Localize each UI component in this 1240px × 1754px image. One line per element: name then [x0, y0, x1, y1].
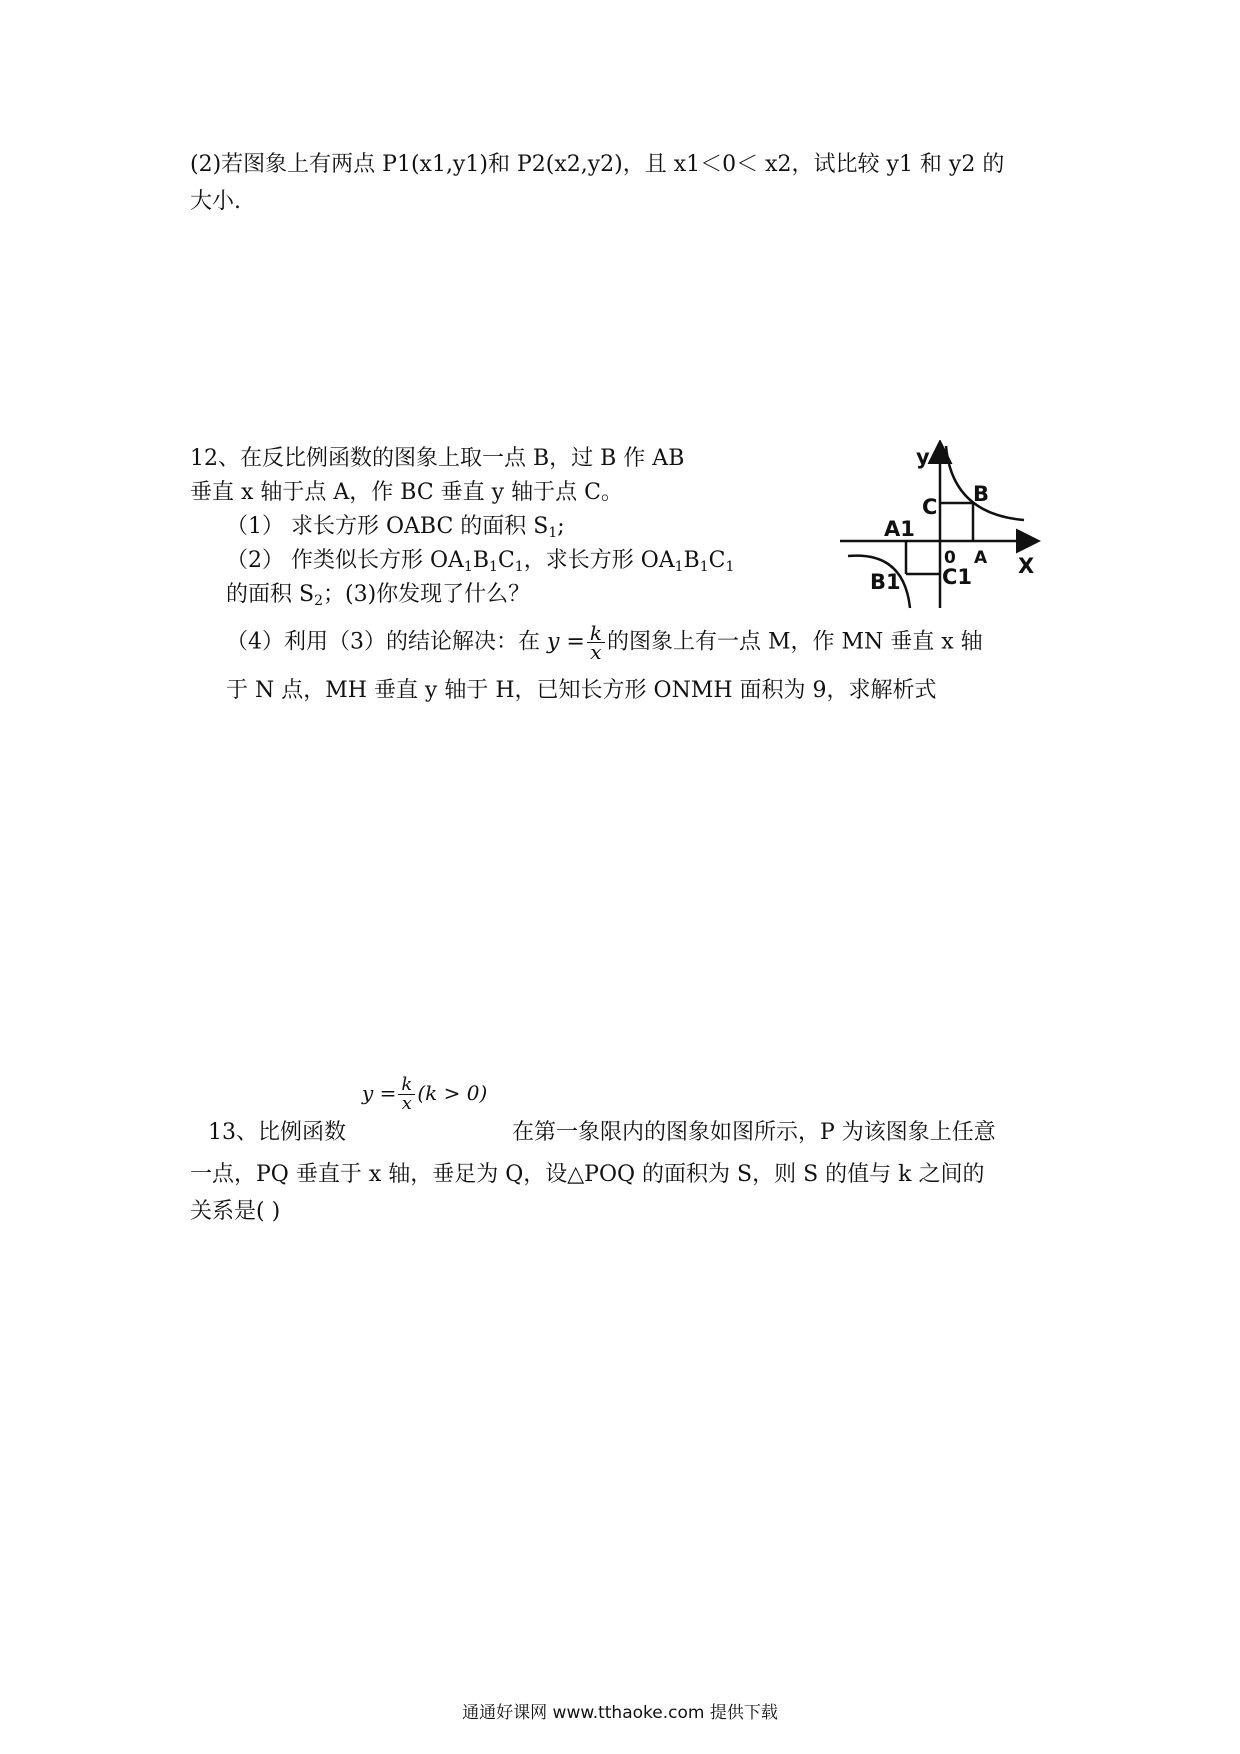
q13-formula: y = $\frac{k}{x}$ (k > 0) — [362, 1074, 488, 1114]
q13-line2: 一点，PQ 垂直于 x 轴，垂足为 Q，设△POQ 的面积为 S，则 S 的值与 k 之间的 — [190, 1162, 985, 1187]
q12-part4-line1: （4）利用（3）的结论解决：在 y = $\frac{k}{x}$ 的图象上有一点 M，作 MN 垂直 x 轴 — [226, 621, 983, 664]
q12-fraction: $\frac{k}{x}$ — [587, 624, 605, 661]
label-origin: 0 — [944, 548, 956, 568]
q12-part2: （2） 作类似长方形 $OA_1B_1C_1$，求长方形 $OA_1B_1C_1$ — [226, 548, 735, 575]
hyperbola-graph — [840, 440, 1050, 610]
q12-part3: 的面积 $S_2$；(3)你发现了什么？ — [226, 582, 531, 609]
label-c: C — [922, 495, 938, 519]
label-a: A — [974, 548, 988, 568]
q13-line3: 关系是( ) — [190, 1199, 281, 1224]
q12-line1: 12、在反比例函数的图象上取一点 B，过 B 作 AB — [190, 446, 685, 471]
label-x: X — [1018, 554, 1035, 578]
q11-part2-line1: (2)若图象上有两点 P1(x1,y1)和 P2(x2,y2)，且 x1＜0＜ x2，试比较 y1 和 y2 的 — [190, 152, 1005, 177]
label-c1: C1 — [942, 565, 973, 589]
q11-part2-line2: 大小. — [190, 189, 241, 214]
label-b1: B1 — [870, 570, 901, 594]
page-footer: 通通好课网 www.tthaoke.com 提供下载 — [462, 1703, 778, 1723]
label-b: B — [973, 482, 990, 506]
q12-part1: （1） 求长方形 OABC 的面积 $S_1$; — [226, 514, 565, 541]
q13-line1-end: 在第一象限内的图象如图所示，P 为该图象上任意 — [512, 1120, 996, 1145]
q12-line2: 垂直 x 轴于点 A，作 BC 垂直 y 轴于点 C。 — [190, 480, 623, 505]
label-a1: A1 — [884, 517, 915, 541]
q12-part4-line2: 于 N 点，MH 垂直 y 轴于 H，已知长方形 ONMH 面积为 9，求解析式 — [226, 678, 937, 703]
label-y: y — [916, 445, 930, 469]
q13-line1-start: 13、比例函数 — [208, 1120, 346, 1145]
